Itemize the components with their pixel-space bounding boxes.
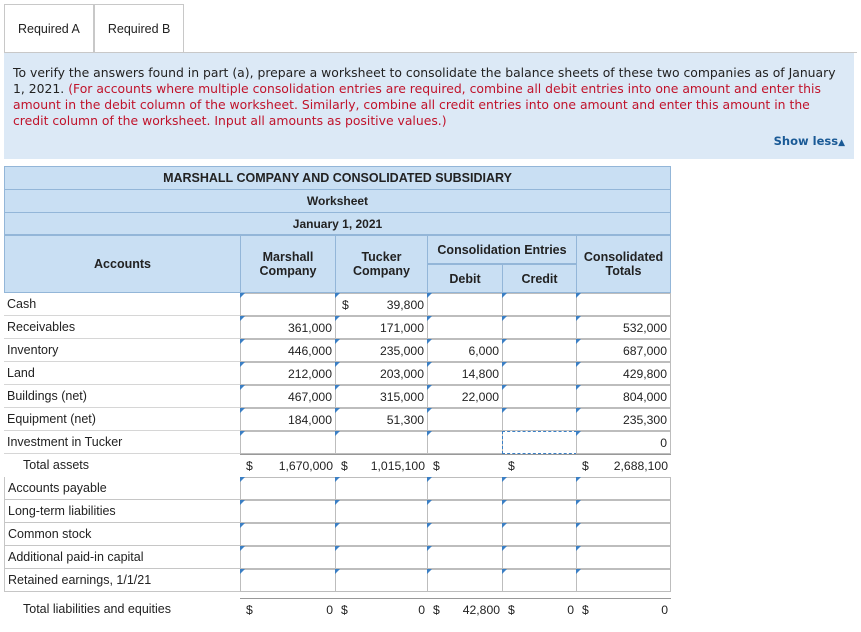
row-label: Retained earnings, 1/1/21 bbox=[4, 569, 241, 592]
cell-value: 1,015,100 bbox=[370, 459, 425, 473]
total-cell bbox=[576, 316, 671, 339]
debit-cell[interactable] bbox=[427, 431, 503, 454]
credit-cell[interactable] bbox=[502, 339, 577, 362]
debit-cell[interactable] bbox=[427, 362, 503, 385]
row-label: Buildings (net) bbox=[4, 385, 241, 408]
tucker-cell[interactable] bbox=[335, 293, 428, 316]
debit-cell[interactable] bbox=[427, 500, 503, 523]
total-cell bbox=[576, 569, 671, 592]
show-less-link[interactable] bbox=[774, 133, 845, 151]
debit-cell[interactable] bbox=[427, 339, 503, 362]
dollar-sign: $ bbox=[433, 459, 440, 473]
table-row bbox=[4, 477, 671, 500]
marshall-cell[interactable] bbox=[240, 431, 336, 454]
cell-value: 446,000 bbox=[287, 344, 332, 358]
cell-value: 0 bbox=[418, 603, 425, 617]
dollar-sign: $ bbox=[246, 459, 253, 473]
tucker-cell[interactable] bbox=[335, 408, 428, 431]
cell-value: 171,000 bbox=[379, 321, 424, 335]
instructions-note: (For accounts where multiple consolidation entries are required, combine all debit entries into one amount and enter this amount in the debit column of the worksheet. Similarly, combine all credit entries into one amount and enter this amount in the credit column of the worksheet. Input all amounts as positive values.) bbox=[13, 81, 821, 128]
header-credit: Credit bbox=[502, 264, 577, 293]
dollar-sign: $ bbox=[582, 459, 589, 473]
marshall-cell[interactable] bbox=[240, 316, 336, 339]
dollar-sign: $ bbox=[582, 603, 589, 617]
marshall-cell[interactable] bbox=[240, 385, 336, 408]
row-label: Equipment (net) bbox=[4, 408, 241, 431]
total-cell bbox=[576, 293, 671, 316]
cell-value: 0 bbox=[661, 603, 668, 617]
total-cell bbox=[576, 500, 671, 523]
debit-cell[interactable] bbox=[427, 316, 503, 339]
total-cell bbox=[576, 546, 671, 569]
show-less-label: Show less bbox=[773, 134, 839, 148]
cell-value: 315,000 bbox=[379, 390, 424, 404]
cell-value: 361,000 bbox=[287, 321, 332, 335]
row-label: Additional paid-in capital bbox=[4, 546, 241, 569]
total-cell bbox=[576, 385, 671, 408]
table-row bbox=[4, 598, 671, 621]
dollar-sign: $ bbox=[433, 603, 440, 617]
marshall-cell[interactable] bbox=[240, 569, 336, 592]
marshall-cell[interactable] bbox=[240, 477, 336, 500]
dollar-sign: $ bbox=[508, 459, 515, 473]
credit-cell[interactable] bbox=[502, 569, 577, 592]
tab-required-b[interactable]: Required B bbox=[94, 4, 185, 53]
tucker-cell[interactable] bbox=[335, 523, 428, 546]
tucker-cell[interactable] bbox=[335, 316, 428, 339]
table-row bbox=[4, 569, 671, 592]
credit-cell[interactable] bbox=[502, 385, 577, 408]
header-consolidated-totals: Consolidated Totals bbox=[576, 235, 671, 293]
marshall-cell[interactable] bbox=[240, 293, 336, 316]
credit-cell bbox=[502, 598, 577, 621]
credit-cell[interactable] bbox=[502, 431, 577, 454]
tucker-cell bbox=[335, 454, 428, 477]
debit-cell[interactable] bbox=[427, 408, 503, 431]
cell-value: 0 bbox=[326, 603, 333, 617]
marshall-cell[interactable] bbox=[240, 362, 336, 385]
total-cell bbox=[576, 477, 671, 500]
cell-value: 2,688,100 bbox=[613, 459, 668, 473]
tucker-cell[interactable] bbox=[335, 477, 428, 500]
row-label: Investment in Tucker bbox=[4, 431, 241, 454]
cell-value: 184,000 bbox=[287, 413, 332, 427]
table-row bbox=[4, 316, 671, 339]
header-marshall: Marshall Company bbox=[240, 235, 336, 293]
tab-bar bbox=[4, 4, 184, 53]
marshall-cell bbox=[240, 598, 336, 621]
marshall-cell[interactable] bbox=[240, 408, 336, 431]
total-cell bbox=[576, 431, 671, 454]
cell-value: 235,000 bbox=[379, 344, 424, 358]
tucker-cell[interactable] bbox=[335, 569, 428, 592]
header-accounts: Accounts bbox=[4, 235, 241, 293]
worksheet-subtitle: Worksheet bbox=[4, 189, 671, 213]
row-label: Total liabilities and equities bbox=[23, 602, 172, 616]
table-row bbox=[4, 546, 671, 569]
total-cell bbox=[576, 454, 671, 477]
tucker-cell[interactable] bbox=[335, 431, 428, 454]
dollar-sign: $ bbox=[341, 603, 348, 617]
table-row bbox=[4, 408, 671, 431]
table-row bbox=[4, 500, 671, 523]
debit-cell bbox=[427, 598, 503, 621]
triangle-up-icon: ▲ bbox=[838, 138, 845, 148]
worksheet-date: January 1, 2021 bbox=[4, 212, 671, 235]
header-debit: Debit bbox=[427, 264, 503, 293]
cell-value: 42,800 bbox=[462, 603, 500, 617]
credit-cell[interactable] bbox=[502, 316, 577, 339]
table-row bbox=[4, 523, 671, 546]
debit-cell[interactable] bbox=[427, 523, 503, 546]
tucker-cell[interactable] bbox=[335, 546, 428, 569]
dollar-sign: $ bbox=[246, 603, 253, 617]
cell-value: 22,000 bbox=[461, 390, 499, 404]
cell-value: 804,000 bbox=[622, 390, 667, 404]
header-tucker: Tucker Company bbox=[335, 235, 428, 293]
table-row bbox=[4, 454, 671, 477]
tucker-cell[interactable] bbox=[335, 362, 428, 385]
cell-value: 0 bbox=[567, 603, 574, 617]
credit-cell bbox=[502, 454, 577, 477]
cell-value: 532,000 bbox=[622, 321, 667, 335]
total-cell bbox=[576, 523, 671, 546]
dollar-sign: $ bbox=[508, 603, 515, 617]
marshall-cell[interactable] bbox=[240, 546, 336, 569]
table-row bbox=[4, 339, 671, 362]
cell-value: 14,800 bbox=[461, 367, 499, 381]
cell-value: 51,300 bbox=[386, 413, 424, 427]
debit-cell[interactable] bbox=[427, 546, 503, 569]
credit-cell[interactable] bbox=[502, 293, 577, 316]
cell-value: 39,800 bbox=[386, 298, 424, 312]
cell-value: 235,300 bbox=[622, 413, 667, 427]
dollar-sign: $ bbox=[341, 459, 348, 473]
total-cell bbox=[576, 339, 671, 362]
row-label: Receivables bbox=[4, 316, 241, 339]
tucker-cell bbox=[335, 598, 428, 621]
table-row bbox=[4, 362, 671, 385]
row-label: Common stock bbox=[4, 523, 241, 546]
row-label: Land bbox=[4, 362, 241, 385]
marshall-cell[interactable] bbox=[240, 523, 336, 546]
debit-cell[interactable] bbox=[427, 477, 503, 500]
tab-required-a[interactable]: Required A bbox=[4, 4, 94, 53]
cell-value: 687,000 bbox=[622, 344, 667, 358]
instructions-panel bbox=[4, 53, 854, 159]
marshall-cell[interactable] bbox=[240, 500, 336, 523]
total-cell bbox=[576, 598, 671, 621]
table-row bbox=[4, 293, 671, 316]
row-label: Cash bbox=[4, 293, 241, 316]
marshall-cell bbox=[240, 454, 336, 477]
row-label: Inventory bbox=[4, 339, 241, 362]
marshall-cell[interactable] bbox=[240, 339, 336, 362]
row-label: Total assets bbox=[23, 458, 90, 472]
cell-value: 429,800 bbox=[622, 367, 667, 381]
debit-cell[interactable] bbox=[427, 569, 503, 592]
tucker-cell[interactable] bbox=[335, 339, 428, 362]
cell-value: 212,000 bbox=[287, 367, 332, 381]
header-consolidation-entries: Consolidation Entries bbox=[427, 235, 577, 264]
worksheet-title: MARSHALL COMPANY AND CONSOLIDATED SUBSIDIARY bbox=[4, 166, 671, 190]
debit-cell[interactable] bbox=[427, 385, 503, 408]
total-cell bbox=[576, 408, 671, 431]
table-row bbox=[4, 385, 671, 408]
row-label: Accounts payable bbox=[4, 477, 241, 500]
row-label: Long-term liabilities bbox=[4, 500, 241, 523]
credit-cell[interactable] bbox=[502, 408, 577, 431]
cell-value: 467,000 bbox=[287, 390, 332, 404]
credit-cell[interactable] bbox=[502, 546, 577, 569]
total-cell bbox=[576, 362, 671, 385]
cell-value: 6,000 bbox=[468, 344, 499, 358]
credit-cell[interactable] bbox=[502, 477, 577, 500]
tucker-cell[interactable] bbox=[335, 385, 428, 408]
tucker-cell[interactable] bbox=[335, 500, 428, 523]
credit-cell[interactable] bbox=[502, 500, 577, 523]
cell-value: 0 bbox=[660, 436, 667, 450]
debit-cell bbox=[427, 454, 503, 477]
dollar-sign: $ bbox=[342, 298, 349, 312]
cell-value: 203,000 bbox=[379, 367, 424, 381]
cell-value: 1,670,000 bbox=[278, 459, 333, 473]
instructions-text: To verify the answers found in part (a), prepare a worksheet to consolidate the balance sheets of these two companies as of January 1, 2021. bbox=[13, 65, 836, 96]
debit-cell[interactable] bbox=[427, 293, 503, 316]
credit-cell[interactable] bbox=[502, 362, 577, 385]
table-row bbox=[4, 431, 671, 454]
credit-cell[interactable] bbox=[502, 523, 577, 546]
